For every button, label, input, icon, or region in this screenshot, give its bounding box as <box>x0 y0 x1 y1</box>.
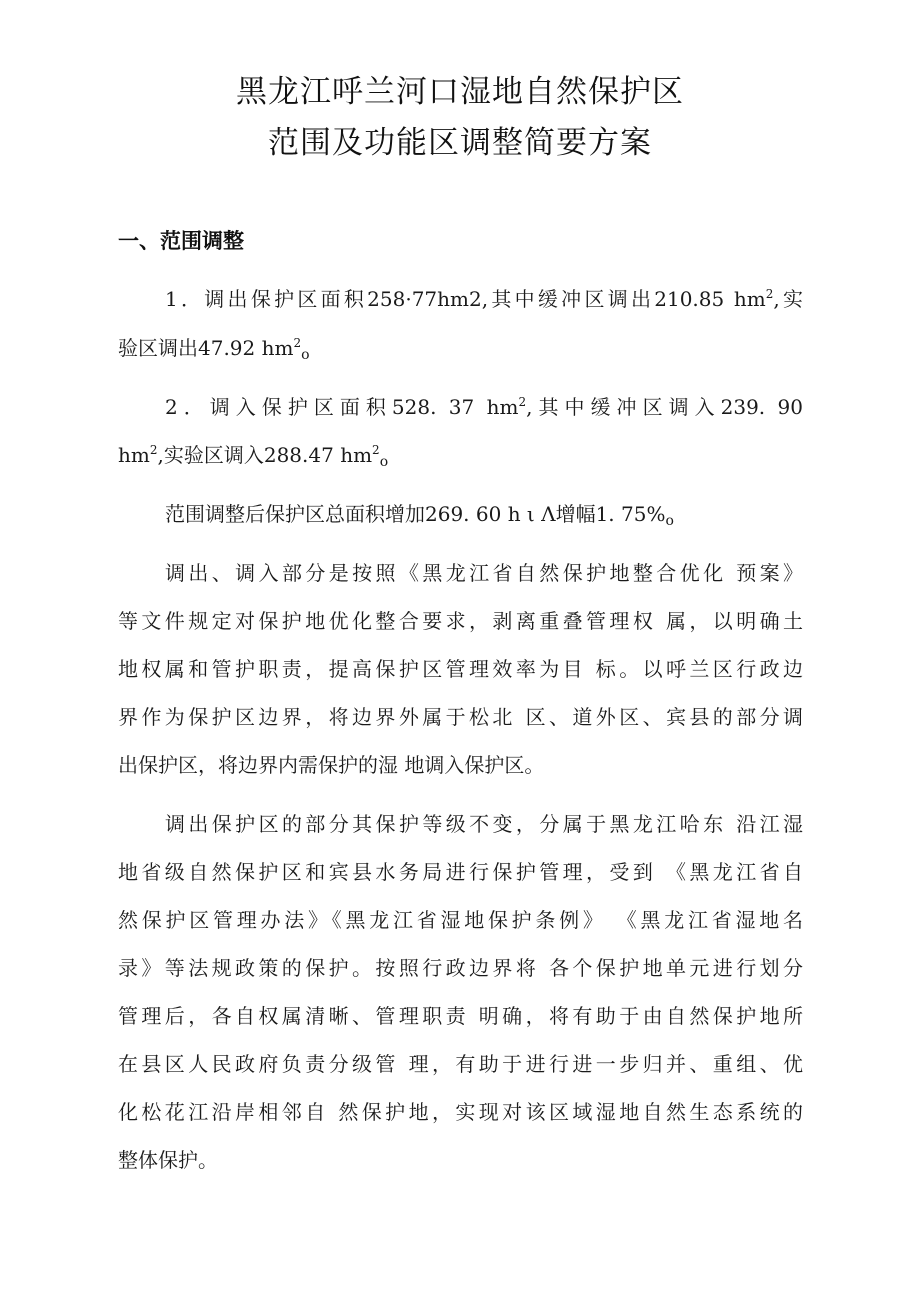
document-title-line-1: 黑龙江呼兰河口湿地自然保护区 <box>236 74 684 110</box>
para-2-line-1: 调出保护区的部分其保护等级不变，分属于黑龙江哈东 沿江湿 <box>165 812 803 836</box>
para-2-line-6: 在县区人民政府负责分级管 理，有助于进行进一步归并、重组、优 <box>118 1052 803 1076</box>
document-title-line-2: 范围及功能区调整简要方案 <box>268 125 652 161</box>
para-1-line-5: 出保护区，将边界内需保护的湿 地调入保护区。 <box>118 753 545 777</box>
item-2-line-2 <box>118 443 389 470</box>
para-1-line-1: 调出、调入部分是按照《黑龙江省自然保护地整合优化 预案》 <box>165 561 803 585</box>
item-2-text-a: 2．调入保护区面积528. 37 hm <box>165 395 519 419</box>
item-2-line-2-text-a: hm <box>118 443 150 467</box>
item-2-line-2-text-b: ,实验区调入288.47 hm <box>157 443 373 467</box>
item-1-line-2 <box>118 336 310 363</box>
para-2-line-3: 然保护区管理办法》《黑龙江省湿地保护条例》 《黑龙江省湿地名 <box>118 908 803 932</box>
para-2-line-5: 管理后，各自权属清晰、管理职责 明确，将有助于由自然保护地所 <box>118 1004 803 1028</box>
para-2-line-8: 整体保护。 <box>118 1148 218 1172</box>
para-1-line-4: 界作为保护区边界，将边界外属于松北 区、道外区、宾县的部分调 <box>118 705 803 729</box>
item-2-text-b: ,其中缓冲区调入239. 90 <box>526 395 803 419</box>
summary-end: o <box>665 513 674 529</box>
para-1-line-2: 等文件规定对保护地优化整合要求，剥离重叠管理权 属，以明确土 <box>118 609 803 633</box>
item-1-text-a: 1．调出保护区面积258·77hm2,其中缓冲区调出210.85 hm <box>165 287 766 311</box>
item-2-line-2-end: o <box>379 454 389 470</box>
summary-text: 范围调整后保护区总面积增加269. 60 h ι Λ增幅1. 75% <box>165 502 666 526</box>
para-2-line-2: 地省级自然保护区和宾县水务局进行保护管理，受到 《黑龙江省自 <box>118 860 803 884</box>
item-1-text-b: ,实 <box>773 287 803 311</box>
item-1-line-2-end: o <box>301 347 310 363</box>
item-1-line-1 <box>165 287 803 311</box>
item-2-line-1 <box>165 395 803 419</box>
section-heading: 一、范围调整 <box>118 229 244 253</box>
para-1-line-3: 地权属和管护职责，提高保护区管理效率为目 标。以呼兰区行政边 <box>118 657 803 681</box>
item-1-line-2-sup: 2 <box>293 336 302 350</box>
para-2-line-4: 录》等法规政策的保护。按照行政边界将 各个保护地单元进行划分 <box>118 956 803 980</box>
item-2-line-2-sup: 2 <box>149 443 158 457</box>
item-2-line-2-sup-2: 2 <box>372 443 380 457</box>
summary-line <box>165 502 674 529</box>
para-2-line-7: 化松花江沿岸相邻自 然保护地，实现对该区域湿地自然生态系统的 <box>118 1100 803 1124</box>
item-1-line-2-text: 验区调出47.92 hm <box>118 336 294 360</box>
item-1-sup: 2 <box>765 287 774 301</box>
item-2-sup: 2 <box>518 395 527 409</box>
